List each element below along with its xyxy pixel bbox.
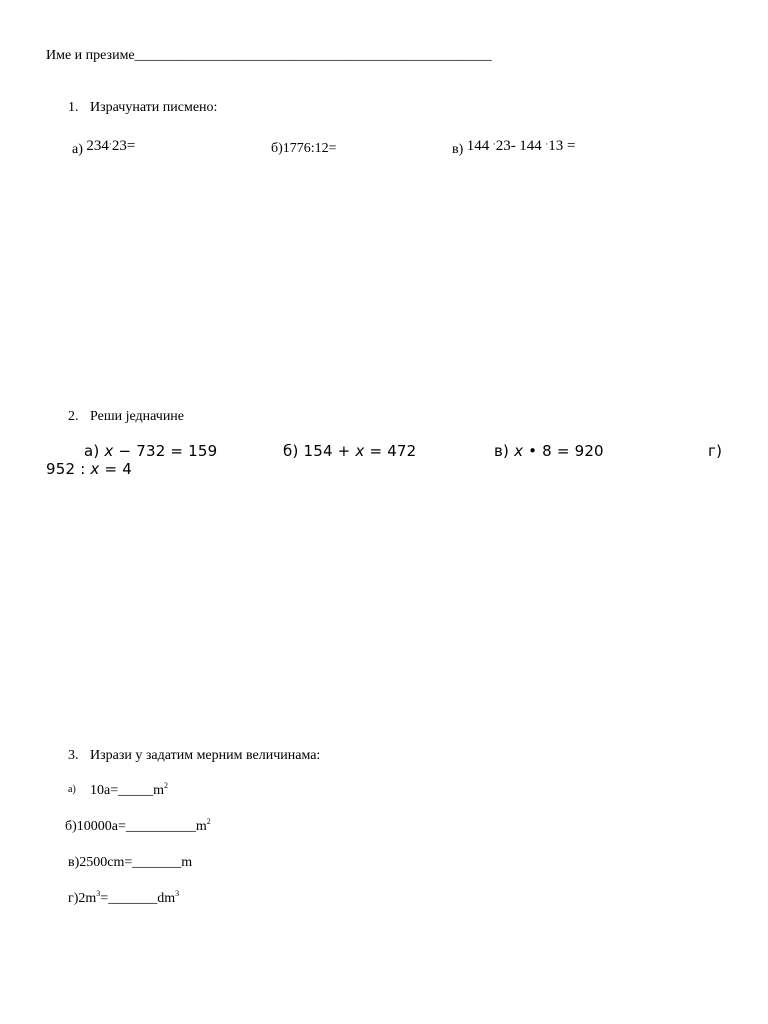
task1-a-right: 23=: [111, 138, 136, 154]
task2-a-label: а): [84, 442, 100, 460]
task1-b-text: б)1776:12=: [271, 141, 337, 156]
name-blank: ___________________________________________________: [134, 48, 492, 63]
task2-item-a: [84, 444, 217, 459]
task1-v-n3: 144: [519, 138, 542, 154]
task1-a-label: а): [72, 142, 83, 157]
task2-number: 2.: [68, 409, 79, 424]
task2-item-v: [494, 444, 604, 459]
task1-item-v: [452, 138, 576, 157]
task3-item-g: [68, 889, 180, 906]
task3-b-exp: 2: [206, 817, 211, 826]
task3-item-b: [65, 817, 211, 834]
task1-number: 1.: [68, 100, 79, 115]
task3-g-exp1: 3: [96, 889, 101, 898]
task3-v-text: в)2500cm=_______m: [68, 855, 193, 870]
task3-b-text: б)10000а=__________m: [65, 819, 207, 834]
task1-v-n2: 23: [495, 138, 511, 154]
task1-v-minus: -: [510, 138, 516, 154]
task2-g-var: x: [90, 460, 100, 478]
task2-heading: [68, 410, 184, 424]
task2-v-label: в): [494, 442, 510, 460]
task3-a-label: а): [68, 784, 76, 795]
task1-heading: [68, 101, 217, 115]
task2-g-label: г): [708, 442, 723, 460]
task3-g-pre: г)2m: [68, 891, 97, 906]
task2-v-var: x: [514, 442, 524, 460]
task1-item-a: [72, 138, 136, 157]
task3-g-mid: =_______dm: [100, 891, 176, 906]
task3-a-text: 10а=_____m: [90, 783, 164, 798]
task2-b-rest: = 472: [364, 442, 417, 460]
task2-g-prefix: 952 :: [46, 460, 91, 478]
name-label: Име и презиме: [46, 48, 135, 63]
task2-b-var: x: [355, 442, 365, 460]
task2-v-rest: • 8 = 920: [523, 442, 604, 460]
task2-a-rest: − 732 = 159: [113, 442, 218, 460]
task3-item-a: [68, 781, 168, 798]
task2-title: Реши једначине: [90, 409, 185, 424]
task2-item-g-label: [708, 444, 722, 459]
task2-item-b: [283, 444, 416, 459]
task1-v-op2: ·: [545, 139, 549, 149]
task3-item-v: [68, 856, 192, 870]
task2-b-prefix: б) 154 +: [283, 442, 356, 460]
task1-v-op1: ·: [492, 139, 496, 149]
task3-title: Изрази у задатим мерним величинама:: [90, 748, 321, 763]
task1-a-left: 234: [86, 138, 109, 154]
task3-number: 3.: [68, 748, 79, 763]
task3-heading: [68, 749, 320, 763]
task2-item-g: [46, 462, 132, 477]
name-line: [46, 49, 492, 63]
task1-v-n4: 13 =: [548, 138, 576, 154]
task2-g-rest: = 4: [99, 460, 132, 478]
task3-a-exp: 2: [164, 781, 168, 790]
task3-g-exp2: 3: [175, 889, 180, 898]
task1-item-b: [271, 142, 337, 156]
task1-title: Израчунати писмено:: [90, 100, 218, 115]
task1-a-op: ·: [108, 139, 112, 149]
task1-v-n1: 144: [466, 138, 490, 154]
task1-v-label: в): [452, 142, 464, 157]
task2-a-var: x: [104, 442, 114, 460]
